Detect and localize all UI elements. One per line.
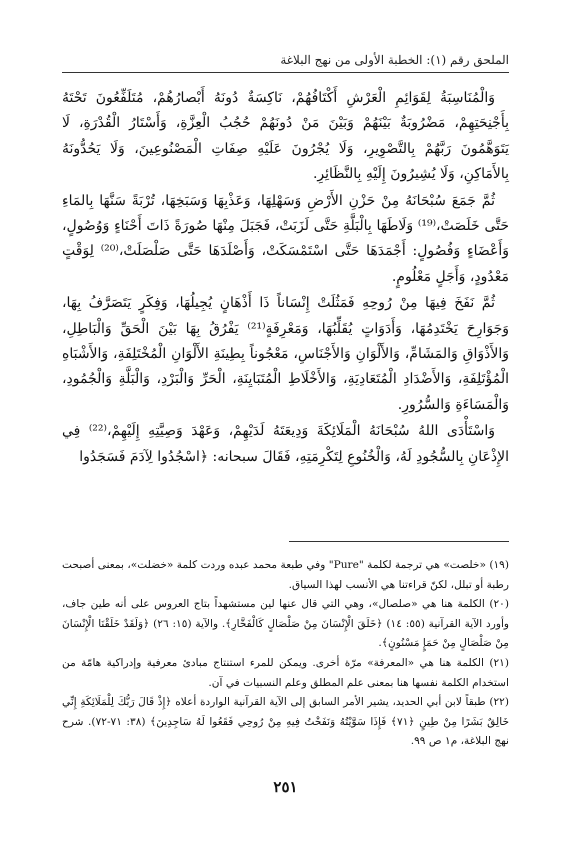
footnote: (١٩) «خلصت» هي ترجمة لكلمة "Pure" وفي طبعة محمد عبده وردت كلمة «خضلت»، بمعنى أصبحت رطبة أو تبلل، لكنّ قراءتنا هي الأنسب لهذا السياق. <box>62 559 509 591</box>
footnote: (٢٢) طبقاً لابن أبي الحديد، يشير الأمر السابق إلى الآية القرآنية الواردة أعلاه ﴿إِذْ قَالَ رَبُّكَ لِلْمَلَائِكَةِ إِنِّي خَالِقٌ بَشَرًا مِنْ طِينٍ ﴿٧١﴾ فَإِذَا سَوَّيْتُهُ وَنَفَخْتُ فِيهِ مِنْ رُوحِي فَقَعُوا لَهُ سَاجِدِينَ﴾ (٣٨: ٧١-٧٢). شرح نهج البلاغة، م١ ص ٩٩. <box>62 696 510 748</box>
footnotes <box>62 556 509 752</box>
paragraph: ثُمَّ جَمَعَ سُبْحَانَهُ مِنْ حَزْنِ الأَرْضِ وَسَهْلِهَا، وَعَذْبِهَا وَسَبَخِهَا، تُرْبَةً سَنَّهَا بِالمَاءِ حَتَّى خَلَصَتْ،⁽¹⁹⁾ وَلَاطَهَا بِالْبَلَّةِ حَتَّى لَزَبَتْ، فَجَبَلَ مِنْهَا صُورَةً ذَاتَ أَحْنَاءٍ وَوُصُولٍ، وَأَعْضَاءٍ وَفُصُولٍ: أَجْمَدَهَا حَتَّى اسْتَمْسَكَتْ، وَأَصْلَدَهَا حَتَّى صَلْصَلَتْ،⁽²⁰⁾ لِوَقْتٍ مَعْدُودٍ، وَأَجَلٍ مَعْلُومٍ. <box>62 192 509 285</box>
footnote-divider <box>289 541 509 542</box>
footnote: (٢٠) الكلمة هنا هي «صلصال»، وهي التي قال عنها لين مستشهداً بتاج العروس على أنه طين جاف، وأورد الآية القرآنية (٥٥: ١٤) ﴿خَلَقَ الْإِنْسَانَ مِنْ صَلْصَالٍ كَالْفَخَّارِ﴾. والآية (١٥: ٢٦) ﴿وَلَقَدْ خَلَقْنَا الْإِنْسَانَ مِنْ صَلْصَالٍ مِنْ حَمَإٍ مَسْنُونٍ﴾. <box>62 598 510 650</box>
main-text <box>62 86 509 470</box>
running-header: الملحق رقم (١): الخطبة الأولى من نهج البلاغة <box>280 53 509 67</box>
page-number: ٢٥١ <box>273 778 298 796</box>
paragraph: وَالْمُنَاسِبَةُ لِقَوَائِمِ الْعَرْشِ أَكْتَافُهُمْ، نَاكِسَةٌ دُونَهُ أَبْصارُهُمْ، مُتَلَفِّعُونَ تَحْتَهُ بِأَجْنِحَتِهِمْ، مَضْرُوبَةٌ بَيْنَهُمْ وَبَيْنَ مَنْ دُونَهُمْ حُجُبُ الْعِزَّةِ، وَأَسْتَارُ الْقُدْرَةِ، لَا يَتَوَهَّمُونَ رَبَّهُمْ بِالتَّصْوِيرِ، وَلَا يُجْرُونَ عَلَيْهِ صِفَاتِ الْمَصْنُوعِينَ، وَلَا يَحُدُّونَهُ بِالأَمَاكِنِ، وَلَا يُشِيرُونَ إِلَيْهِ بِالنَّظَائِرِ. <box>62 90 509 183</box>
header-divider <box>62 72 509 73</box>
paragraph: ثُمَّ نَفَخَ فِيهَا مِنْ رُوحِهِ فَمَثُلَتْ إِنْسَاناً ذَا أَذْهَانٍ يُجِيلُهَا، وَفِكَرٍ يَتَصَرَّفُ بِهَا، وَجَوَارِحَ يَخْتَدِمُهَا، وَأَدَوَاتٍ يُقَلِّبُهَا، وَمَعْرِفَةٍ⁽²¹⁾ يَفْرُقُ بِهَا بَيْنَ الْحَقِّ وَالْبَاطِلِ، وَالأَذْوَاقِ وَالمَشَامِّ، وَالأَلْوَانِ وَالأَجْنَاسِ، مَعْجُوناً بِطِينَةِ الأَلْوَانِ الْمُخْتَلِفَةِ، وَالأَشْبَاهِ الْمُؤْتَلِفَةِ، وَالأَضْدَادِ الْمُتَعَادِيَةِ، وَالأَخْلَاطِ الْمُتَبَايِنَةِ، الْحَرِّ وَالْبَرْدِ، وَالْبَلَّةِ وَالْجُمُودِ، وَالْمَسَاءَةِ وَالسُّرُورِ. <box>62 295 510 413</box>
footnote: (٢١) الكلمة هنا هي «المعرفة» مرّة أخرى. ويمكن للمرء استنتاج مبادئ معرفية وإدراكية هامّة من استخدام الكلمة نفسها هنا بمعنى علم المطلق وعلم النسبيات في آن. <box>62 656 509 689</box>
paragraph: وَاسْتَأْدَى اللهُ سُبْحَانَهُ الْمَلَائِكَةَ وَدِيعَتَهُ لَدَيْهِمْ، وَعَهْدَ وَصِيَّتِهِ إِلَيْهِمْ،⁽²²⁾ فِي الإِذْعَانِ بِالسُّجُودِ لَهُ، وَالْخُنُوعِ لِتَكْرِمَتِهِ، فَقَالَ سبحانه: ﴿اسْجُدُوا لِآدَمَ فَسَجَدُوا <box>62 423 509 465</box>
